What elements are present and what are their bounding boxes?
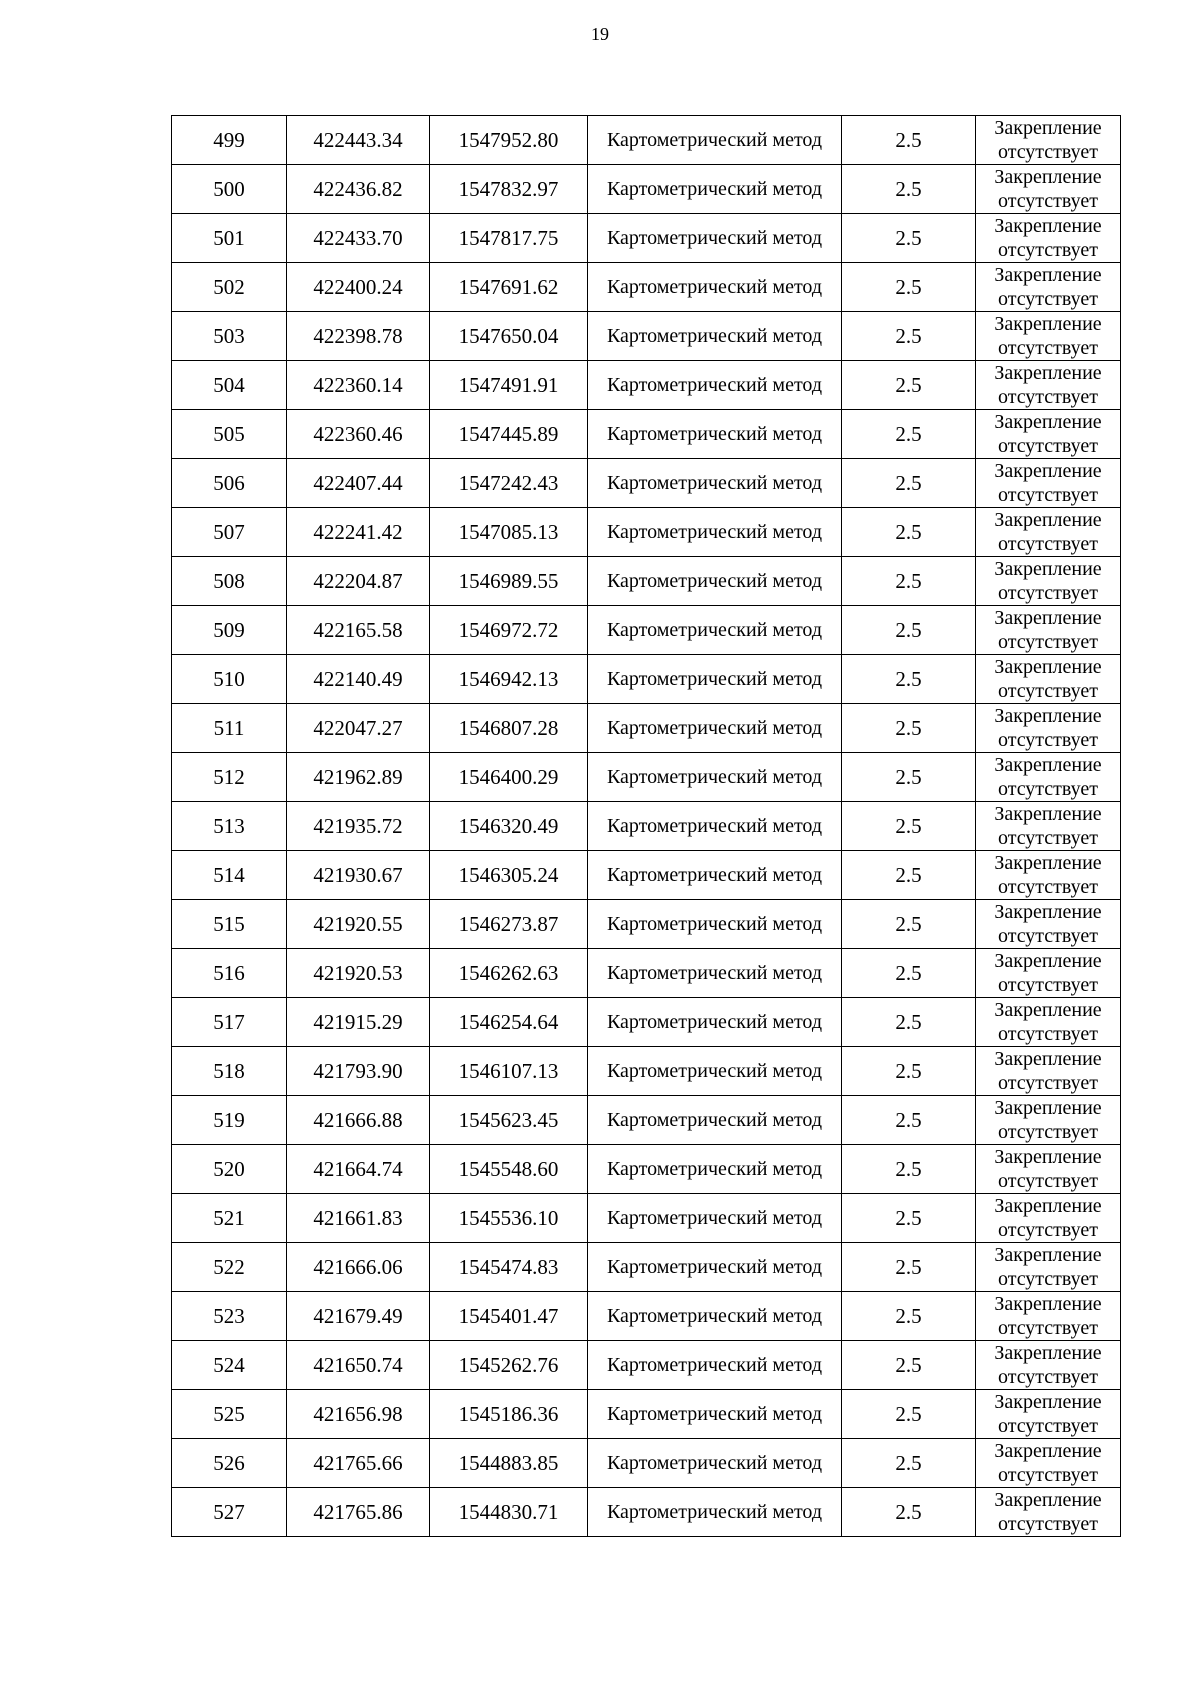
point-number-cell: 525 — [172, 1390, 287, 1439]
x-coordinate-cell: 421962.89 — [287, 753, 430, 802]
table-row — [172, 998, 1121, 1047]
y-coordinate-cell: 1547832.97 — [430, 165, 588, 214]
fixation-text: Закрепление — [994, 950, 1102, 972]
point-number-cell: 519 — [172, 1096, 287, 1145]
fixation-text: Закрепление — [994, 1097, 1102, 1119]
table-body — [172, 116, 1121, 1537]
method-cell: Картометрический метод — [588, 1145, 842, 1194]
x-coordinate-cell: 421920.55 — [287, 900, 430, 949]
point-number-cell: 503 — [172, 312, 287, 361]
accuracy-cell: 2.5 — [842, 1292, 976, 1341]
y-coordinate-cell: 1545474.83 — [430, 1243, 588, 1292]
point-number-cell: 504 — [172, 361, 287, 410]
accuracy-cell: 2.5 — [842, 655, 976, 704]
point-number-cell: 518 — [172, 1047, 287, 1096]
table-row — [172, 263, 1121, 312]
accuracy-cell: 2.5 — [842, 1488, 976, 1537]
x-coordinate-cell: 421935.72 — [287, 802, 430, 851]
fixation-cell — [976, 557, 1121, 606]
method-cell: Картометрический метод — [588, 116, 842, 165]
method-cell: Картометрический метод — [588, 410, 842, 459]
x-coordinate-cell: 421666.88 — [287, 1096, 430, 1145]
method-cell: Картометрический метод — [588, 606, 842, 655]
fixation-cell — [976, 1096, 1121, 1145]
fixation-cell — [976, 704, 1121, 753]
y-coordinate-cell: 1546989.55 — [430, 557, 588, 606]
fixation-text: отсутствует — [997, 484, 1099, 506]
fixation-text: отсутствует — [997, 778, 1099, 800]
table-row — [172, 1145, 1121, 1194]
fixation-text: Закрепление — [994, 1195, 1102, 1217]
y-coordinate-cell: 1545536.10 — [430, 1194, 588, 1243]
point-number-cell: 501 — [172, 214, 287, 263]
x-coordinate-cell: 422165.58 — [287, 606, 430, 655]
table-row — [172, 606, 1121, 655]
y-coordinate-cell: 1545186.36 — [430, 1390, 588, 1439]
method-cell: Картометрический метод — [588, 361, 842, 410]
accuracy-cell: 2.5 — [842, 1341, 976, 1390]
table-row — [172, 704, 1121, 753]
fixation-text: Закрепление — [994, 999, 1102, 1021]
accuracy-cell: 2.5 — [842, 704, 976, 753]
point-number-cell: 516 — [172, 949, 287, 998]
fixation-text: отсутствует — [997, 876, 1099, 898]
x-coordinate-cell: 421666.06 — [287, 1243, 430, 1292]
accuracy-cell: 2.5 — [842, 263, 976, 312]
x-coordinate-cell: 421765.86 — [287, 1488, 430, 1537]
point-number-cell: 527 — [172, 1488, 287, 1537]
table-row — [172, 1047, 1121, 1096]
y-coordinate-cell: 1547085.13 — [430, 508, 588, 557]
x-coordinate-cell: 421679.49 — [287, 1292, 430, 1341]
accuracy-cell: 2.5 — [842, 1390, 976, 1439]
fixation-text: отсутствует — [997, 1317, 1099, 1339]
accuracy-cell: 2.5 — [842, 557, 976, 606]
fixation-cell — [976, 1488, 1121, 1537]
fixation-cell — [976, 214, 1121, 263]
accuracy-cell: 2.5 — [842, 900, 976, 949]
table-row — [172, 1243, 1121, 1292]
table-row — [172, 165, 1121, 214]
fixation-text: Закрепление — [994, 117, 1102, 139]
fixation-cell — [976, 1047, 1121, 1096]
point-number-cell: 526 — [172, 1439, 287, 1488]
accuracy-cell: 2.5 — [842, 1439, 976, 1488]
y-coordinate-cell: 1545548.60 — [430, 1145, 588, 1194]
y-coordinate-cell: 1547242.43 — [430, 459, 588, 508]
table-row — [172, 557, 1121, 606]
y-coordinate-cell: 1546262.63 — [430, 949, 588, 998]
point-number-cell: 517 — [172, 998, 287, 1047]
accuracy-cell: 2.5 — [842, 1194, 976, 1243]
method-cell: Картометрический метод — [588, 508, 842, 557]
fixation-text: отсутствует — [997, 1268, 1099, 1290]
fixation-cell — [976, 1194, 1121, 1243]
method-cell: Картометрический метод — [588, 900, 842, 949]
x-coordinate-cell: 421793.90 — [287, 1047, 430, 1096]
accuracy-cell: 2.5 — [842, 508, 976, 557]
accuracy-cell: 2.5 — [842, 1145, 976, 1194]
y-coordinate-cell: 1546400.29 — [430, 753, 588, 802]
fixation-cell — [976, 1145, 1121, 1194]
y-coordinate-cell: 1546254.64 — [430, 998, 588, 1047]
fixation-text: Закрепление — [994, 1391, 1102, 1413]
table-row — [172, 802, 1121, 851]
fixation-text: Закрепление — [994, 1244, 1102, 1266]
y-coordinate-cell: 1546320.49 — [430, 802, 588, 851]
method-cell: Картометрический метод — [588, 1292, 842, 1341]
y-coordinate-cell: 1547650.04 — [430, 312, 588, 361]
fixation-text: отсутствует — [997, 1023, 1099, 1045]
fixation-cell — [976, 508, 1121, 557]
table-row — [172, 1488, 1121, 1537]
y-coordinate-cell: 1547445.89 — [430, 410, 588, 459]
fixation-text: отсутствует — [997, 239, 1099, 261]
point-number-cell: 500 — [172, 165, 287, 214]
y-coordinate-cell: 1546942.13 — [430, 655, 588, 704]
accuracy-cell: 2.5 — [842, 116, 976, 165]
fixation-text: отсутствует — [997, 288, 1099, 310]
fixation-text: отсутствует — [997, 729, 1099, 751]
fixation-text: отсутствует — [997, 435, 1099, 457]
method-cell: Картометрический метод — [588, 1194, 842, 1243]
method-cell: Картометрический метод — [588, 655, 842, 704]
fixation-cell — [976, 998, 1121, 1047]
fixation-text: Закрепление — [994, 264, 1102, 286]
fixation-text: Закрепление — [994, 754, 1102, 776]
accuracy-cell: 2.5 — [842, 1096, 976, 1145]
accuracy-cell: 2.5 — [842, 851, 976, 900]
method-cell: Картометрический метод — [588, 1341, 842, 1390]
fixation-text: Закрепление — [994, 852, 1102, 874]
fixation-text: отсутствует — [997, 386, 1099, 408]
fixation-cell — [976, 802, 1121, 851]
fixation-text: отсутствует — [997, 190, 1099, 212]
x-coordinate-cell: 422241.42 — [287, 508, 430, 557]
fixation-text: Закрепление — [994, 166, 1102, 188]
accuracy-cell: 2.5 — [842, 753, 976, 802]
method-cell: Картометрический метод — [588, 312, 842, 361]
fixation-text: Закрепление — [994, 656, 1102, 678]
fixation-cell — [976, 116, 1121, 165]
x-coordinate-cell: 421664.74 — [287, 1145, 430, 1194]
fixation-text: Закрепление — [994, 460, 1102, 482]
method-cell: Картометрический метод — [588, 214, 842, 263]
x-coordinate-cell: 421661.83 — [287, 1194, 430, 1243]
fixation-cell — [976, 753, 1121, 802]
method-cell: Картометрический метод — [588, 998, 842, 1047]
point-number-cell: 514 — [172, 851, 287, 900]
point-number-cell: 524 — [172, 1341, 287, 1390]
fixation-text: отсутствует — [997, 1121, 1099, 1143]
fixation-text: Закрепление — [994, 1342, 1102, 1364]
y-coordinate-cell: 1546273.87 — [430, 900, 588, 949]
fixation-text: отсутствует — [997, 533, 1099, 555]
y-coordinate-cell: 1546807.28 — [430, 704, 588, 753]
fixation-cell — [976, 1341, 1121, 1390]
method-cell: Картометрический метод — [588, 802, 842, 851]
fixation-cell — [976, 606, 1121, 655]
fixation-text: Закрепление — [994, 509, 1102, 531]
point-number-cell: 499 — [172, 116, 287, 165]
fixation-text: Закрепление — [994, 362, 1102, 384]
method-cell: Картометрический метод — [588, 1488, 842, 1537]
point-number-cell: 523 — [172, 1292, 287, 1341]
fixation-text: Закрепление — [994, 1146, 1102, 1168]
x-coordinate-cell: 421930.67 — [287, 851, 430, 900]
method-cell: Картометрический метод — [588, 263, 842, 312]
fixation-cell — [976, 361, 1121, 410]
fixation-text: отсутствует — [997, 827, 1099, 849]
method-cell: Картометрический метод — [588, 1047, 842, 1096]
point-number-cell: 502 — [172, 263, 287, 312]
point-number-cell: 508 — [172, 557, 287, 606]
method-cell: Картометрический метод — [588, 1390, 842, 1439]
y-coordinate-cell: 1547817.75 — [430, 214, 588, 263]
fixation-text: Закрепление — [994, 1293, 1102, 1315]
x-coordinate-cell: 421765.66 — [287, 1439, 430, 1488]
point-number-cell: 509 — [172, 606, 287, 655]
table-row — [172, 410, 1121, 459]
fixation-cell — [976, 1390, 1121, 1439]
fixation-cell — [976, 949, 1121, 998]
x-coordinate-cell: 422398.78 — [287, 312, 430, 361]
x-coordinate-cell: 422433.70 — [287, 214, 430, 263]
x-coordinate-cell: 422047.27 — [287, 704, 430, 753]
y-coordinate-cell: 1546305.24 — [430, 851, 588, 900]
fixation-cell — [976, 1292, 1121, 1341]
fixation-text: Закрепление — [994, 901, 1102, 923]
x-coordinate-cell: 422400.24 — [287, 263, 430, 312]
fixation-text: Закрепление — [994, 1440, 1102, 1462]
fixation-cell — [976, 263, 1121, 312]
accuracy-cell: 2.5 — [842, 312, 976, 361]
method-cell: Картометрический метод — [588, 1243, 842, 1292]
x-coordinate-cell: 421915.29 — [287, 998, 430, 1047]
fixation-text: отсутствует — [997, 337, 1099, 359]
x-coordinate-cell: 422436.82 — [287, 165, 430, 214]
y-coordinate-cell: 1545401.47 — [430, 1292, 588, 1341]
accuracy-cell: 2.5 — [842, 361, 976, 410]
table-row — [172, 1439, 1121, 1488]
point-number-cell: 511 — [172, 704, 287, 753]
table-row — [172, 361, 1121, 410]
table-row — [172, 1390, 1121, 1439]
y-coordinate-cell: 1547952.80 — [430, 116, 588, 165]
x-coordinate-cell: 422443.34 — [287, 116, 430, 165]
y-coordinate-cell: 1547491.91 — [430, 361, 588, 410]
y-coordinate-cell: 1544883.85 — [430, 1439, 588, 1488]
fixation-text: Закрепление — [994, 558, 1102, 580]
fixation-text: отсутствует — [997, 141, 1099, 163]
fixation-text: отсутствует — [997, 1072, 1099, 1094]
fixation-text: отсутствует — [997, 582, 1099, 604]
point-number-cell: 505 — [172, 410, 287, 459]
fixation-cell — [976, 165, 1121, 214]
fixation-cell — [976, 900, 1121, 949]
fixation-text: Закрепление — [994, 803, 1102, 825]
fixation-cell — [976, 1439, 1121, 1488]
accuracy-cell: 2.5 — [842, 1243, 976, 1292]
fixation-text: отсутствует — [997, 1464, 1099, 1486]
x-coordinate-cell: 422140.49 — [287, 655, 430, 704]
point-number-cell: 512 — [172, 753, 287, 802]
method-cell: Картометрический метод — [588, 557, 842, 606]
table-row — [172, 753, 1121, 802]
point-number-cell: 520 — [172, 1145, 287, 1194]
accuracy-cell: 2.5 — [842, 606, 976, 655]
accuracy-cell: 2.5 — [842, 1047, 976, 1096]
table-row — [172, 312, 1121, 361]
fixation-text: отсутствует — [997, 1170, 1099, 1192]
fixation-text: отсутствует — [997, 974, 1099, 996]
fixation-cell — [976, 1243, 1121, 1292]
x-coordinate-cell: 422407.44 — [287, 459, 430, 508]
method-cell: Картометрический метод — [588, 1096, 842, 1145]
accuracy-cell: 2.5 — [842, 459, 976, 508]
fixation-text: отсутствует — [997, 1219, 1099, 1241]
point-number-cell: 515 — [172, 900, 287, 949]
accuracy-cell: 2.5 — [842, 410, 976, 459]
table-row — [172, 1341, 1121, 1390]
accuracy-cell: 2.5 — [842, 214, 976, 263]
method-cell: Картометрический метод — [588, 1439, 842, 1488]
fixation-text: отсутствует — [997, 631, 1099, 653]
x-coordinate-cell: 421920.53 — [287, 949, 430, 998]
coordinates-table — [171, 115, 1121, 1537]
accuracy-cell: 2.5 — [842, 165, 976, 214]
method-cell: Картометрический метод — [588, 753, 842, 802]
x-coordinate-cell: 422204.87 — [287, 557, 430, 606]
method-cell: Картометрический метод — [588, 165, 842, 214]
method-cell: Картометрический метод — [588, 459, 842, 508]
fixation-text: отсутствует — [997, 680, 1099, 702]
fixation-text: Закрепление — [994, 215, 1102, 237]
point-number-cell: 510 — [172, 655, 287, 704]
fixation-cell — [976, 410, 1121, 459]
fixation-text: Закрепление — [994, 313, 1102, 335]
fixation-cell — [976, 459, 1121, 508]
x-coordinate-cell: 421656.98 — [287, 1390, 430, 1439]
y-coordinate-cell: 1547691.62 — [430, 263, 588, 312]
fixation-text: Закрепление — [994, 1048, 1102, 1070]
fixation-cell — [976, 312, 1121, 361]
accuracy-cell: 2.5 — [842, 802, 976, 851]
method-cell: Картометрический метод — [588, 704, 842, 753]
method-cell: Картометрический метод — [588, 949, 842, 998]
table-row — [172, 508, 1121, 557]
fixation-text: отсутствует — [997, 1415, 1099, 1437]
table-row — [172, 116, 1121, 165]
fixation-text: отсутствует — [997, 1513, 1099, 1535]
point-number-cell: 513 — [172, 802, 287, 851]
fixation-text: Закрепление — [994, 411, 1102, 433]
table-row — [172, 459, 1121, 508]
point-number-cell: 521 — [172, 1194, 287, 1243]
table-row — [172, 949, 1121, 998]
fixation-text: Закрепление — [994, 607, 1102, 629]
table-row — [172, 851, 1121, 900]
point-number-cell: 507 — [172, 508, 287, 557]
method-cell: Картометрический метод — [588, 851, 842, 900]
y-coordinate-cell: 1546107.13 — [430, 1047, 588, 1096]
table-row — [172, 1194, 1121, 1243]
x-coordinate-cell: 422360.46 — [287, 410, 430, 459]
x-coordinate-cell: 421650.74 — [287, 1341, 430, 1390]
fixation-cell — [976, 851, 1121, 900]
fixation-text: отсутствует — [997, 925, 1099, 947]
table-row — [172, 1292, 1121, 1341]
point-number-cell: 522 — [172, 1243, 287, 1292]
table-row — [172, 214, 1121, 263]
y-coordinate-cell: 1546972.72 — [430, 606, 588, 655]
fixation-text: Закрепление — [994, 705, 1102, 727]
x-coordinate-cell: 422360.14 — [287, 361, 430, 410]
page-number: 19 — [591, 24, 609, 44]
fixation-text: Закрепление — [994, 1489, 1102, 1511]
point-number-cell: 506 — [172, 459, 287, 508]
y-coordinate-cell: 1545623.45 — [430, 1096, 588, 1145]
fixation-cell — [976, 655, 1121, 704]
table-row — [172, 655, 1121, 704]
y-coordinate-cell: 1544830.71 — [430, 1488, 588, 1537]
y-coordinate-cell: 1545262.76 — [430, 1341, 588, 1390]
fixation-text: отсутствует — [997, 1366, 1099, 1388]
table-row — [172, 900, 1121, 949]
accuracy-cell: 2.5 — [842, 949, 976, 998]
accuracy-cell: 2.5 — [842, 998, 976, 1047]
table-row — [172, 1096, 1121, 1145]
